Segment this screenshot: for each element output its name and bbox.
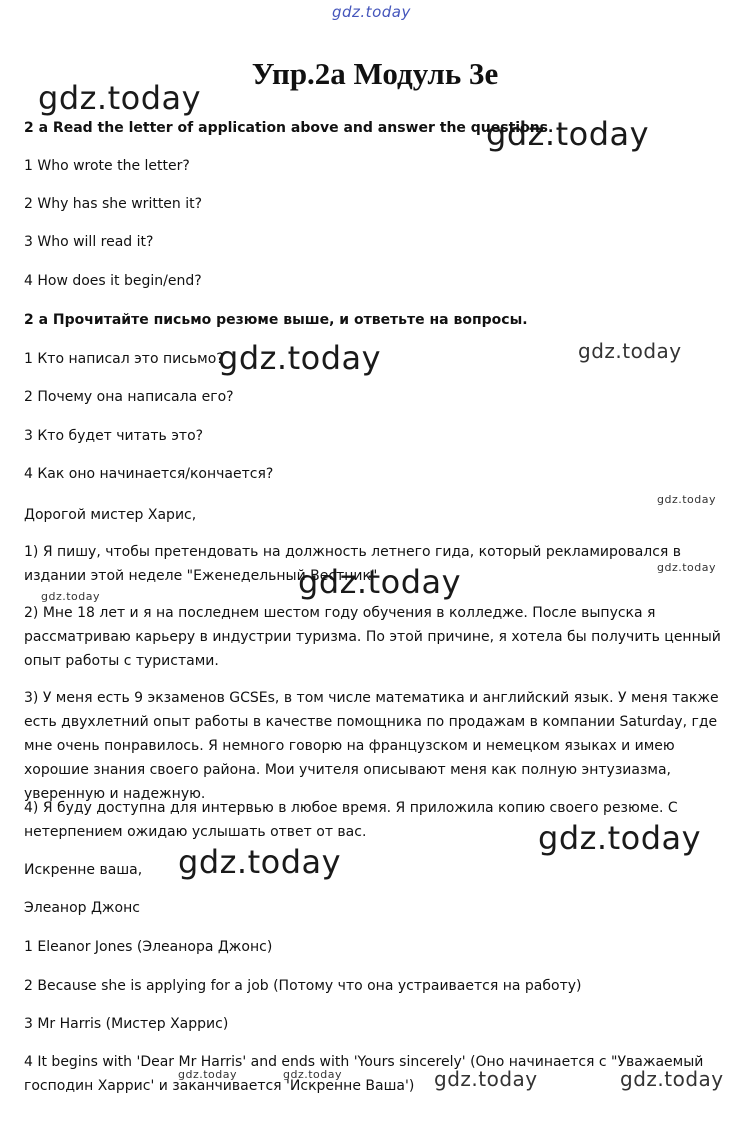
- en-question-4: 4 How does it begin/end?: [24, 273, 202, 289]
- ru-heading: 2 а Прочитайте письмо резюме выше, и ответьте на вопросы.: [24, 312, 528, 328]
- letter-greeting: Дорогой мистер Харис,: [24, 507, 197, 523]
- letter-paragraph-4: 4) Я буду доступна для интервью в любое время. Я приложила копию своего резюме. С нетерпением ожидаю услышать ответ от вас.: [24, 800, 678, 840]
- watermark-14: gdz.today: [620, 1067, 724, 1091]
- answer-3: 3 Mr Harris (Мистер Харрис): [24, 1016, 229, 1032]
- ru-question-1: 1 Кто написал это письмо?: [24, 351, 224, 367]
- answer-2: 2 Because she is applying for a job (Потому что она устраивается на работу): [24, 978, 582, 994]
- ru-question-2: 2 Почему она написала его?: [24, 389, 234, 405]
- watermark-9: gdz.today: [538, 819, 702, 857]
- letter-closing: Искренне ваша,: [24, 862, 143, 878]
- letter-paragraph-2: 2) Мне 18 лет и я на последнем шестом году обучения в колледже. После выпуска я рассматриваю карьеру в индустрии туризма. По этой причине, я хотела бы получить ценный опыт работы с туристами.: [24, 605, 721, 669]
- letter-paragraph-3: 3) У меня есть 9 экзаменов GCSEs, в том числе математика и английский язык. У меня также есть двухлетний опыт работы в качестве помощника по продажам в компании Saturday, где мне очень понравилось. Я немного говорю на французском и немецком языках и имею хорошие знания своего района. Мои учителя описывают меня как полную энтузиазма, уверенную и надежную.: [24, 690, 719, 802]
- watermark-10: gdz.today: [178, 843, 342, 881]
- watermark-3: gdz.today: [218, 339, 382, 377]
- letter-signature: Элеанор Джонс: [24, 900, 140, 916]
- en-question-1: 1 Who wrote the letter?: [24, 158, 190, 174]
- watermark-12: gdz.today: [283, 1068, 343, 1081]
- answer-1: 1 Eleanor Jones (Элеанора Джонс): [24, 939, 273, 955]
- watermark-8: gdz.today: [41, 590, 101, 603]
- ru-question-3: 3 Кто будет читать это?: [24, 428, 204, 444]
- en-question-3: 3 Who will read it?: [24, 234, 154, 250]
- letter-paragraph-1: 1) Я пишу, чтобы претендовать на должность летнего гида, который рекламировался в издании этой неделе "Еженедельный Вестник": [24, 544, 682, 584]
- watermark-top: gdz.today: [332, 3, 411, 21]
- watermark-5: gdz.today: [657, 493, 717, 506]
- answer-4: 4 It begins with 'Dear Mr Harris' and ends with 'Yours sincerely' (Оно начинается с "Уважаемый господин Харрис' и заканчивается 'Искренне Ваша'): [24, 1054, 704, 1094]
- watermark-4: gdz.today: [578, 339, 682, 363]
- en-question-2: 2 Why has she written it?: [24, 196, 203, 212]
- watermark-1: gdz.today: [38, 79, 202, 117]
- page-title: Упр.2а Модуль 3е: [251, 56, 499, 91]
- ru-question-4: 4 Как оно начинается/кончается?: [24, 466, 274, 482]
- watermark-2: gdz.today: [486, 115, 650, 153]
- watermark-13: gdz.today: [434, 1067, 538, 1091]
- watermark-7: gdz.today: [298, 563, 462, 601]
- watermark-6: gdz.today: [657, 561, 717, 574]
- watermark-11: gdz.today: [178, 1068, 238, 1081]
- en-heading: 2 a Read the letter of application above and answer the questions.: [24, 120, 554, 136]
